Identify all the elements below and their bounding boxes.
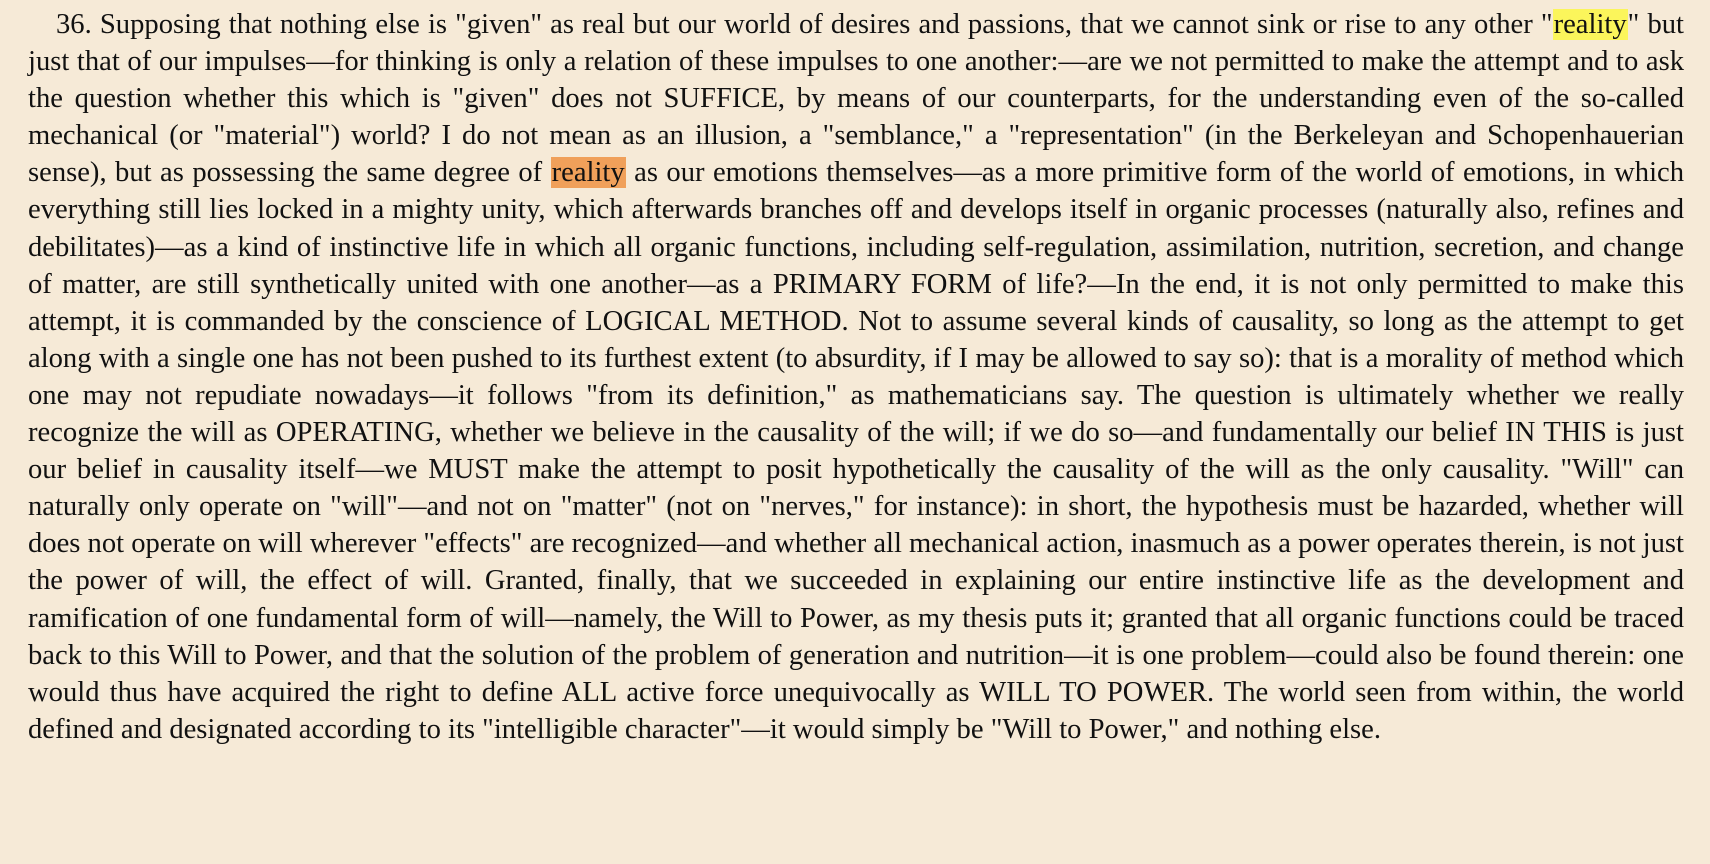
text-segment: " but just that of our impulses—for thinking is only a relation of these impulses to one another:—are we not permitted to make the attempt and to ask the question whether this which is "given" does not SUFFICE, by means of our counterparts, for the understanding even of the so-called mechanical (or "material") world? I do not mean as an illusion, a "semblance," a "representation" (in the Berkeleyan and Schopenhauerian sense), but as possessing the same degree of bbox=[28, 9, 1684, 189]
text-segment: as our emotions themselves—as a more primitive form of the world of emotions, in which everything still lies locked in a mighty unity, which afterwards branches off and develops itself in organic processes (naturally also, refines and debilitates)—as a kind of instinctive life in which all organic functions, including self-regulation, assimilation, nutrition, secretion, and change of matter, are still synthetically united with one another—as a PRIMARY FORM of life?—In the end, it is not only permitted to make this attempt, it is commanded by the conscience of LOGICAL METHOD. Not to assume several kinds of causality, so long as the attempt to get along with a single one has not been pushed to its furthest extent (to absurdity, if I may be allowed to say so): that is a morality of method which one may not repudiate nowadays—it follows "from its definition," as mathematicians say. The question is ultimately whether we really recognize the will as OPERATING, whether we believe in the causality of the will; if we do so—and fundamentally our belief IN THIS is just our belief in causality itself—we MUST make the attempt to posit hypothetically the causality of the will as the only causality. "Will" can naturally only operate on "will"—and not on "matter" (not on "nerves," for instance): in short, the hypothesis must be hazarded, whether will does not operate on will wherever "effects" are recognized—and whether all mechanical action, inasmuch as a power operates therein, is not just the power of will, the effect of will. Granted, finally, that we succeeded in explaining our entire instinctive life as the development and ramification of one fundamental form of will—namely, the Will to Power, as my thesis puts it; granted that all organic functions could be traced back to this Will to Power, and that the solution of the problem of generation and nutrition—it is one problem—could also be found therein: one would thus have acquired the right to define ALL active force unequivocally as WILL TO POWER. The world seen from within, the world defined and designated according to its "intelligible character"—it would simply be "Will to Power," and nothing else. bbox=[28, 157, 1684, 745]
highlight-yellow[interactable]: reality bbox=[1553, 9, 1627, 40]
passage-number: 36. bbox=[56, 9, 92, 40]
text-segment: Supposing that nothing else is "given" as real but our world of desires and passions, that we cannot sink or rise to any other " bbox=[91, 9, 1553, 40]
highlight-orange[interactable]: reality bbox=[551, 157, 625, 189]
passage-paragraph bbox=[28, 6, 1684, 748]
